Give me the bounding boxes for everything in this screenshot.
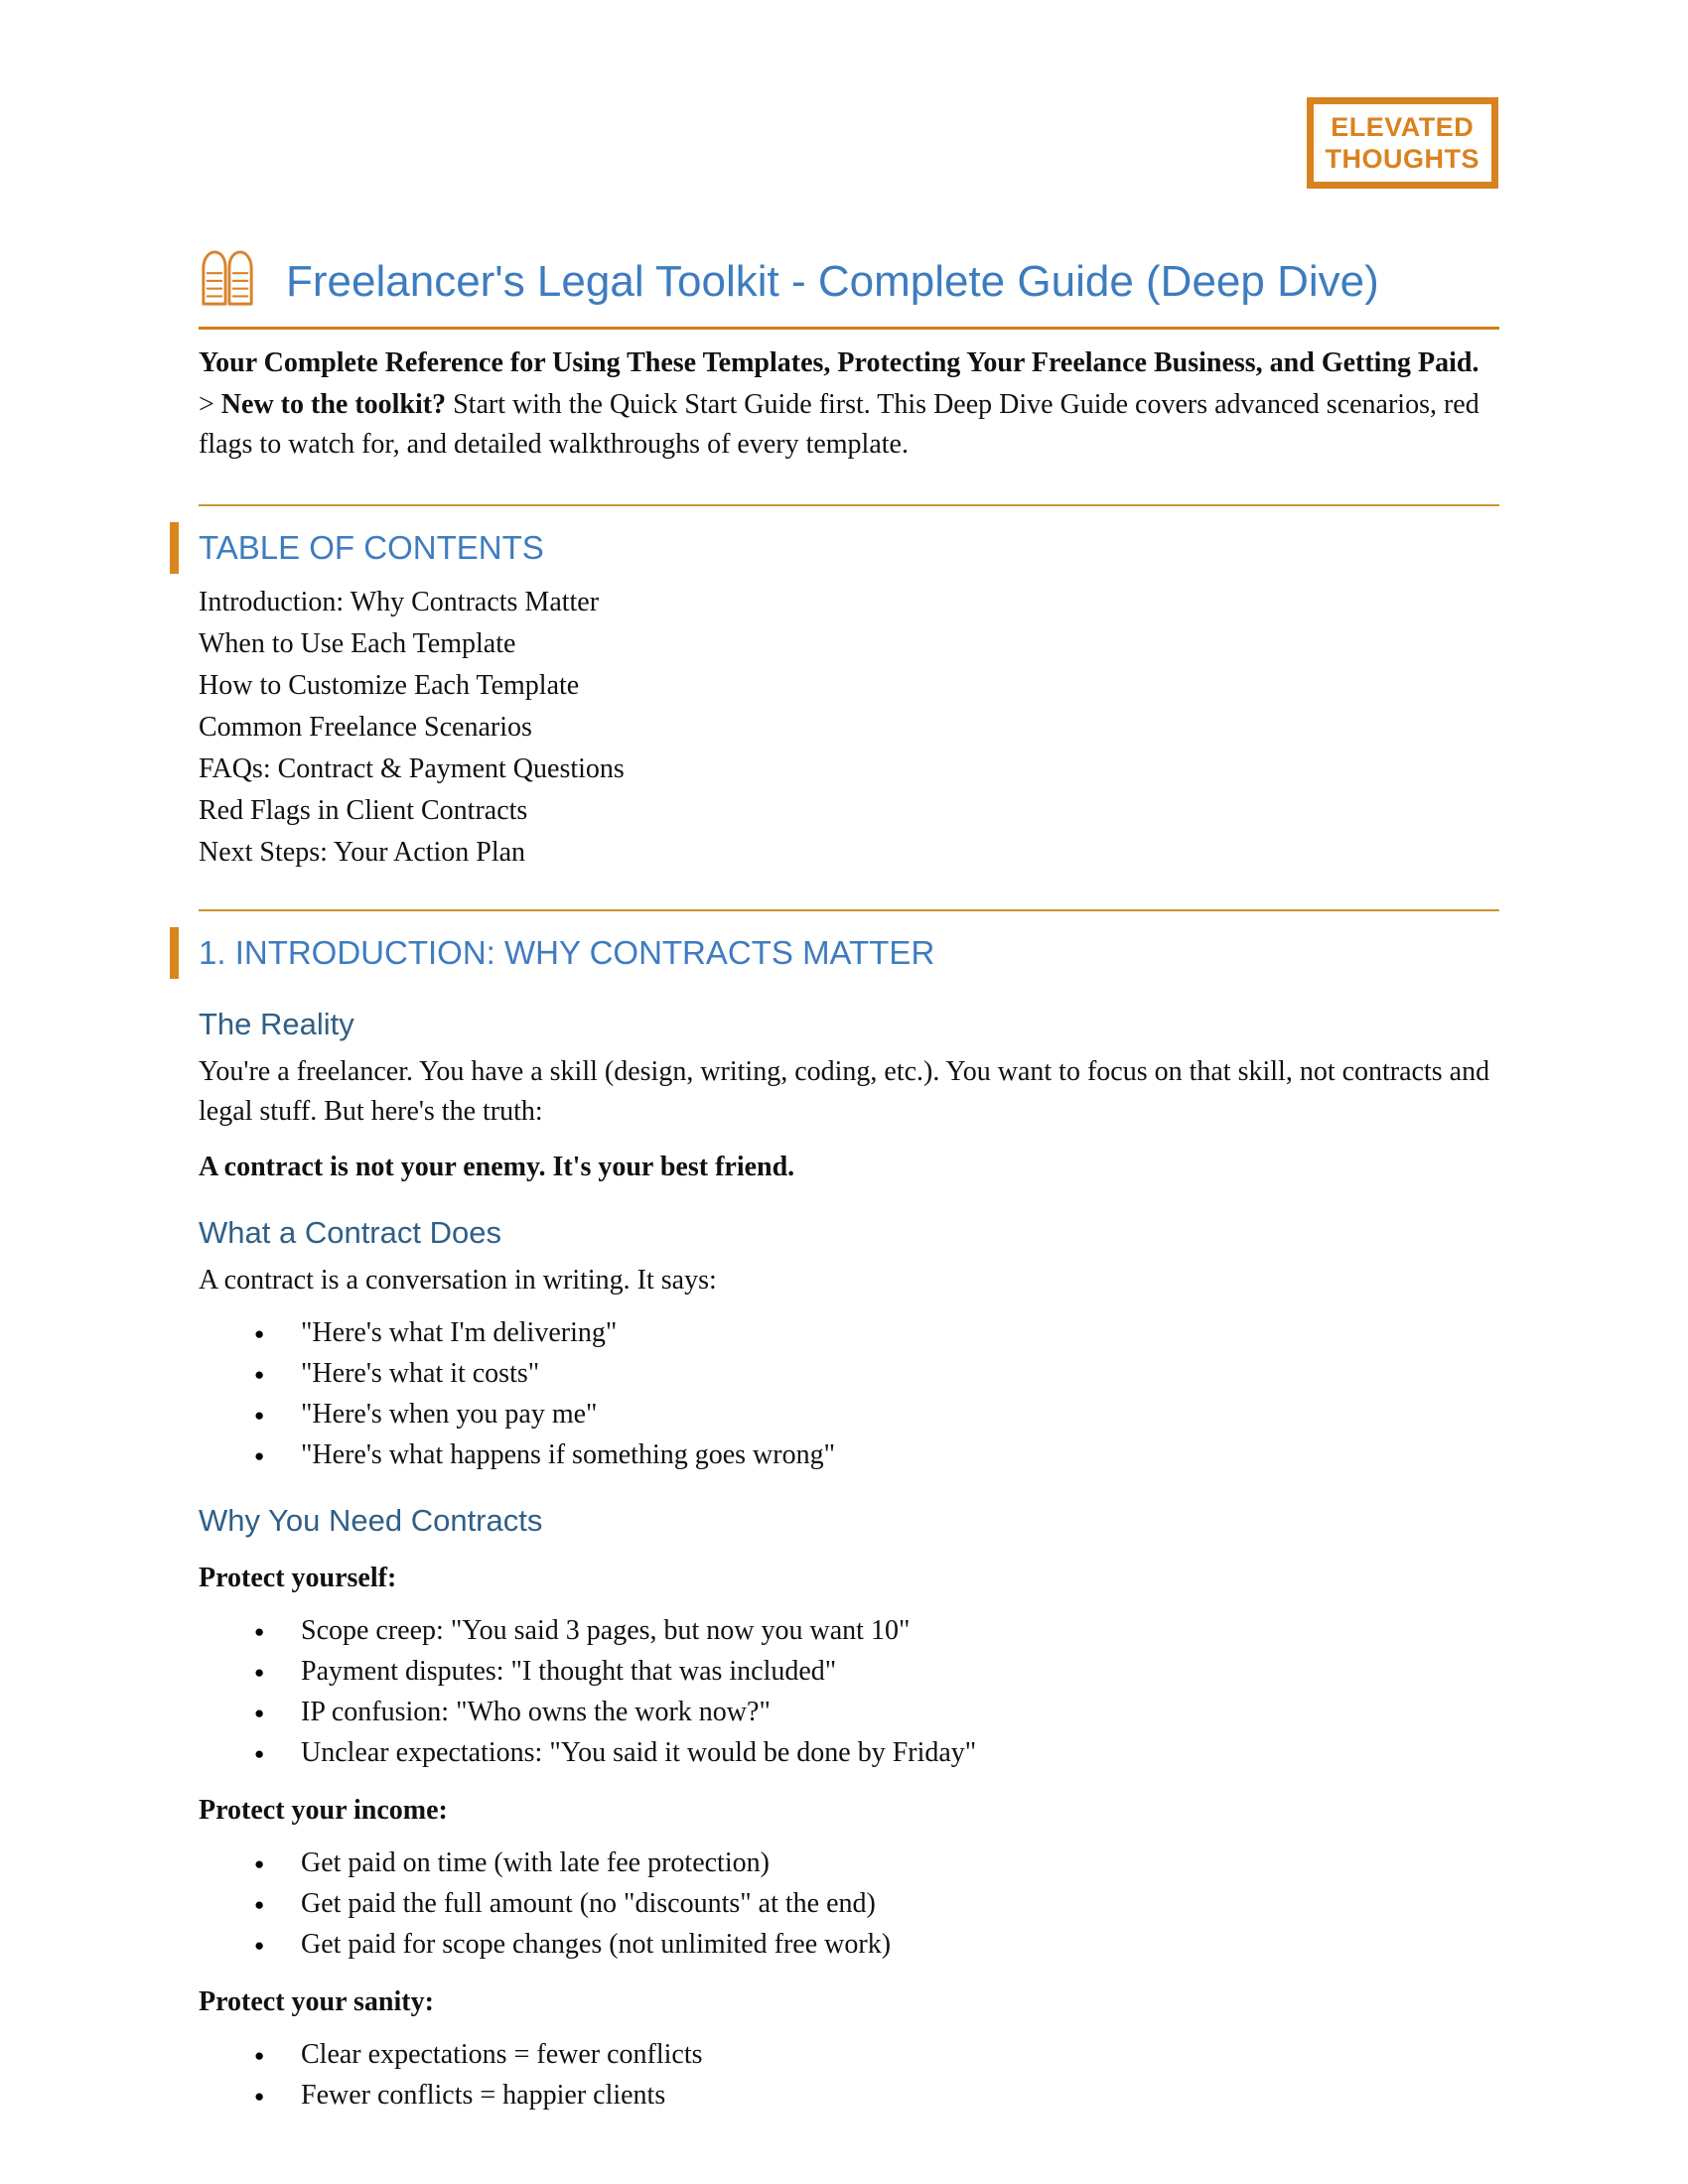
subheading-what-a-contract-does: What a Contract Does [199, 1215, 501, 1250]
toc-item: Common Freelance Scenarios [199, 712, 532, 743]
brand-logo [1307, 97, 1499, 189]
bullet-item: ● Fewer conflicts = happier clients [301, 2075, 1499, 2116]
group-label-protect-yourself: Protect yourself: [199, 1563, 397, 1593]
intro-summary: Your Complete Reference for Using These Templates, Protecting Your Freelance Business, and Getting Paid. [199, 347, 1479, 378]
section-divider [199, 504, 1499, 506]
toc-item: Introduction: Why Contracts Matter [199, 587, 600, 617]
note-rest: Start with the Quick Start Guide first. This Deep Dive Guide covers advanced scenarios, red flags to watch for, and detailed walkthroughs of every template. [199, 389, 1479, 460]
protect-sanity-bullet-list [199, 2034, 1499, 2116]
section-divider [199, 909, 1499, 911]
title-row [199, 248, 1499, 330]
section-1-heading: 1. INTRODUCTION: WHY CONTRACTS MATTER [170, 927, 1499, 979]
open-book-icon [199, 248, 256, 315]
bullet-item: ● IP confusion: "Who owns the work now?" [301, 1692, 1499, 1732]
note-prefix: > [199, 389, 221, 420]
bullet-item: ● "Here's what happens if something goes wrong" [301, 1434, 1499, 1475]
group-label-protect-your-income: Protect your income: [199, 1795, 448, 1826]
brand-logo-line1: ELEVATED [1331, 112, 1475, 142]
bullet-item: ● Unclear expectations: "You said it would be done by Friday" [301, 1732, 1499, 1773]
toc-heading: TABLE OF CONTENTS [170, 522, 1499, 574]
reality-bold-line: A contract is not your enemy. It's your best friend. [199, 1152, 795, 1182]
toc-item: FAQs: Contract & Payment Questions [199, 753, 625, 784]
subheading-the-reality: The Reality [199, 1007, 354, 1041]
subheading-why-you-need-contracts: Why You Need Contracts [199, 1503, 543, 1538]
what-paragraph: A contract is a conversation in writing. It says: [199, 1265, 717, 1296]
reality-paragraph: You're a freelancer. You have a skill (design, writing, coding, etc.). You want to focus on that skill, not contracts and legal stuff. But here's the truth: [199, 1056, 1490, 1127]
bullet-item: ● Get paid on time (with late fee protection) [301, 1843, 1499, 1883]
group-label-protect-your-sanity: Protect your sanity: [199, 1986, 434, 2017]
intro-note [199, 385, 1499, 465]
bullet-item: ● Get paid the full amount (no "discounts" at the end) [301, 1883, 1499, 1924]
bullet-item: ● "Here's when you pay me" [301, 1394, 1499, 1434]
bullet-item: ● Scope creep: "You said 3 pages, but now you want 10" [301, 1610, 1499, 1651]
bullet-item: ● "Here's what I'm delivering" [301, 1312, 1499, 1353]
toc-item: How to Customize Each Template [199, 670, 580, 701]
protect-income-bullet-list [199, 1843, 1499, 1965]
protect-yourself-bullet-list [199, 1610, 1499, 1773]
note-bold: New to the toolkit? [220, 389, 447, 420]
page-title: Freelancer's Legal Toolkit - Complete Guide (Deep Dive) [286, 256, 1379, 306]
bullet-item: ● "Here's what it costs" [301, 1353, 1499, 1394]
what-bullet-list [199, 1312, 1499, 1475]
bullet-item: ● Get paid for scope changes (not unlimited free work) [301, 1924, 1499, 1965]
bullet-item: ● Clear expectations = fewer conflicts [301, 2034, 1499, 2075]
toc-list [199, 582, 1499, 874]
toc-item: When to Use Each Template [199, 628, 516, 659]
bullet-item: ● Payment disputes: "I thought that was included" [301, 1651, 1499, 1692]
brand-logo-line2: THOUGHTS [1325, 144, 1479, 174]
toc-item: Red Flags in Client Contracts [199, 795, 528, 826]
toc-item: Next Steps: Your Action Plan [199, 837, 526, 868]
